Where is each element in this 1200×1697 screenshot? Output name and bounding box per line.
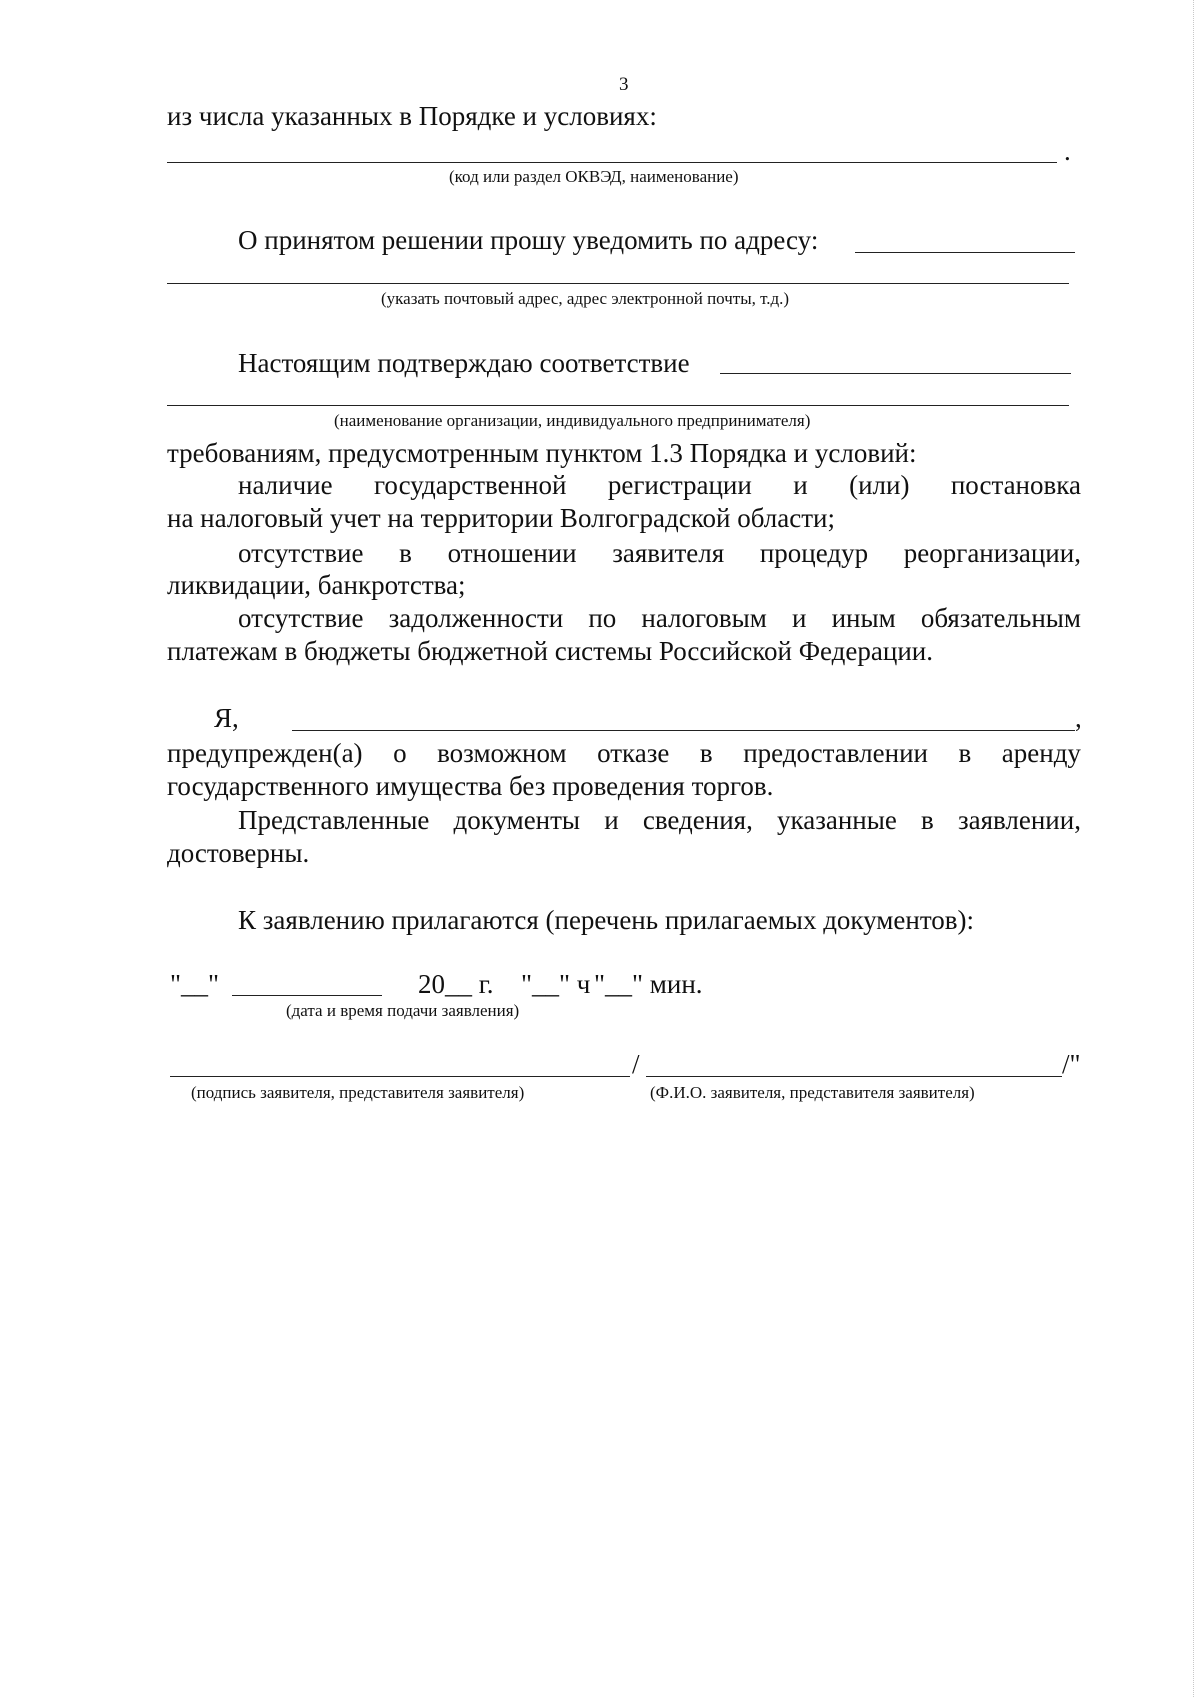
requirements-line: требованиям, предусмотренным пунктом 1.3 Порядка и условий:: [167, 438, 917, 468]
docs-line2: достоверны.: [167, 838, 310, 868]
req1-line1: наличие государственной регистрации и (или) постановка: [238, 470, 1081, 500]
fio-blank[interactable]: [646, 1076, 1062, 1077]
scan-edge: [1192, 0, 1194, 1697]
date-caption: (дата и время подачи заявления): [286, 1001, 520, 1020]
org-blank-line[interactable]: [167, 405, 1069, 406]
org-caption: (наименование организации, индивидуального предпринимателя): [334, 411, 811, 430]
notify-label: О принятом решении прошу уведомить по адресу:: [238, 225, 819, 255]
attach-line: К заявлению прилагаются (перечень прилагаемых документов):: [238, 905, 975, 935]
okved-caption: (код или раздел ОКВЭД, наименование): [449, 167, 739, 186]
date-year[interactable]: 20__ г.: [418, 969, 494, 999]
fio-caption: (Ф.И.О. заявителя, представителя заявителя): [650, 1083, 975, 1102]
req3-line2: платежам в бюджеты бюджетной системы Российской Федерации.: [167, 636, 933, 666]
okved-blank-line[interactable]: [167, 162, 1057, 163]
req3-line1: отсутствие задолженности по налоговым и иным обязательным: [238, 603, 1081, 633]
page-number: 3: [619, 74, 629, 95]
document-page: 3 из числа указанных в Порядке и условиях: . (код или раздел ОКВЭД, наименование) О принятом решении прошу уведомить по адресу: (указать почтовый адрес, адрес электронной почты, т.д.) Настоящим подтверждаю соответствие (наименование организации, индивидуального предпринимателя) требованиям, предусмотренным пунктом 1.3 Порядка и условий: наличие государственной регистрации и (или) постановка на налоговый учет на территории Волгоградской области; отсутствие в отношении заявителя процедур реорганизации, ликвидации, банкротства; отсутствие задолженности по налоговым и иным обязательным платежам в бюджеты бюджетной системы Российской Федерации. Я, , предупрежден(а) о возможном отказе в предоставлении в аренду государственного имущества без проведения торгов. Представленные документы и сведения, указанные в заявлении, достоверны. К заявлению прилагаются (перечень прилагаемых документов): "__" 20__ г. "__" ч "__" мин. (дата и время подачи заявления) / /" (подпись заявителя, представителя заявителя) (Ф.И.О. заявителя, представителя заявителя): [0, 0, 1200, 1697]
ya-name-blank[interactable]: [292, 730, 1075, 731]
req2-line1: отсутствие в отношении заявителя процедур реорганизации,: [238, 538, 1081, 568]
notify-address-blank[interactable]: [855, 252, 1075, 253]
date-month-blank[interactable]: [232, 995, 382, 996]
signature-blank[interactable]: [170, 1076, 630, 1077]
ya-label: Я,: [214, 703, 239, 733]
warned-line1: предупрежден(а) о возможном отказе в предоставлении в аренду: [167, 738, 1081, 768]
confirm-label: Настоящим подтверждаю соответствие: [238, 348, 690, 378]
docs-line1: Представленные документы и сведения, указанные в заявлении,: [238, 805, 1081, 835]
address-caption: (указать почтовый адрес, адрес электронной почты, т.д.): [381, 289, 790, 308]
date-day[interactable]: "__": [170, 969, 220, 999]
req1-line2: на налоговый учет на территории Волгоградской области;: [167, 503, 835, 533]
warned-line2: государственного имущества без проведения торгов.: [167, 771, 774, 801]
date-minute[interactable]: "__" мин.: [594, 969, 703, 999]
signature-caption: (подпись заявителя, представителя заявителя): [191, 1083, 525, 1102]
date-hour[interactable]: "__" ч: [521, 969, 591, 999]
address-blank-line[interactable]: [167, 283, 1069, 284]
intro-line: из числа указанных в Порядке и условиях:: [167, 101, 657, 131]
confirm-blank[interactable]: [720, 373, 1071, 374]
req2-line2: ликвидации, банкротства;: [167, 570, 466, 600]
